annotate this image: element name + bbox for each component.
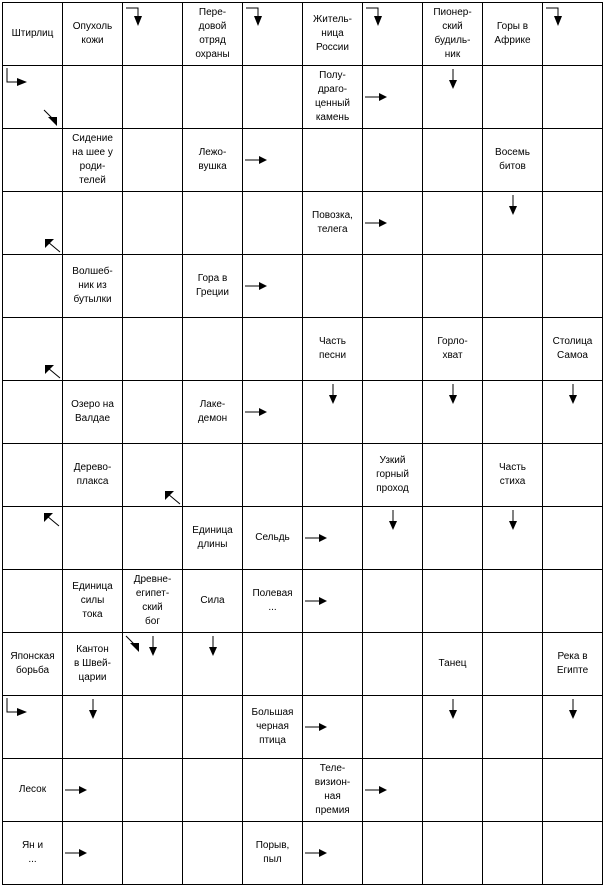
clue-cell-peredovoy-otryad [183, 3, 243, 66]
answer-cell[interactable] [483, 318, 543, 381]
answer-cell[interactable] [543, 255, 603, 318]
clue-text: Кантон в Швей- царии [74, 644, 111, 683]
arrow-right-icon [365, 785, 387, 795]
clue-cell-chast-pesni [303, 318, 363, 381]
clue-text: Теле- визион- ная премия [314, 763, 351, 816]
clue-text: Горло- хват [437, 336, 468, 361]
answer-cell[interactable] [423, 570, 483, 633]
arrow-right-icon [245, 281, 267, 291]
arrow-down-icon [148, 636, 158, 656]
arrow-right-icon [305, 848, 327, 858]
clue-text: Озеро на Валдае [71, 399, 114, 424]
clue-cell-polevaya [243, 570, 303, 633]
answer-cell[interactable] [423, 759, 483, 822]
clue-text: Гора в Греции [196, 273, 229, 298]
answer-cell[interactable] [543, 3, 603, 66]
answer-cell[interactable] [423, 66, 483, 129]
answer-cell[interactable] [183, 633, 243, 696]
answer-cell[interactable] [423, 255, 483, 318]
clue-cell-yan-i [3, 822, 63, 885]
answer-cell[interactable] [243, 192, 303, 255]
answer-cell[interactable] [363, 381, 423, 444]
answer-cell[interactable] [243, 759, 303, 822]
answer-cell[interactable] [543, 66, 603, 129]
answer-cell[interactable] [123, 633, 183, 696]
clue-text: Лаке- демон [197, 399, 228, 424]
clue-text: Японская борьба [10, 651, 55, 676]
clue-cell-volshebnik [63, 255, 123, 318]
answer-cell[interactable] [483, 570, 543, 633]
diagonal-arrow-down-icon [125, 635, 143, 653]
clue-text: Часть стиха [498, 462, 527, 487]
answer-cell[interactable] [243, 633, 303, 696]
answer-cell[interactable] [303, 633, 363, 696]
clue-text: Лежо- вушка [198, 147, 227, 172]
diagonal-arrow-up-icon [42, 509, 60, 527]
answer-cell[interactable] [483, 696, 543, 759]
answer-cell[interactable] [303, 822, 363, 885]
answer-cell[interactable] [363, 255, 423, 318]
clue-text: Часть песни [318, 336, 347, 361]
arrow-down-icon [448, 69, 458, 89]
crossword-grid [2, 2, 603, 885]
answer-cell[interactable] [3, 192, 63, 255]
answer-cell[interactable] [543, 192, 603, 255]
arrow-down-icon [208, 636, 218, 656]
arrow-down-icon [508, 510, 518, 530]
clue-cell-poludragotsenny [303, 66, 363, 129]
clue-text: Река в Египте [556, 651, 589, 676]
arrow-right-icon [365, 218, 387, 228]
answer-cell[interactable] [483, 66, 543, 129]
answer-cell[interactable] [363, 570, 423, 633]
answer-cell[interactable] [243, 381, 303, 444]
answer-cell[interactable] [3, 129, 63, 192]
answer-cell[interactable] [543, 507, 603, 570]
answer-cell[interactable] [423, 444, 483, 507]
clue-text: Лесок [18, 784, 47, 795]
arrow-down-icon [328, 384, 338, 404]
clue-text: Сила [200, 595, 225, 606]
clue-text: Житель- ница России [313, 14, 352, 53]
clue-text: Дерево- плакса [73, 462, 112, 487]
clue-text: Порыв, пыл [255, 840, 290, 865]
clue-text: Повозка, телега [312, 210, 353, 235]
answer-cell[interactable] [363, 318, 423, 381]
arrow-right-icon [245, 407, 267, 417]
arrow-right-icon [305, 533, 327, 543]
clue-cell-kanton [63, 633, 123, 696]
answer-cell[interactable] [303, 444, 363, 507]
clue-text: Большая черная птица [251, 707, 294, 746]
answer-cell[interactable] [483, 759, 543, 822]
answer-cell[interactable] [3, 444, 63, 507]
arrow-down-icon [568, 699, 578, 719]
arrow-down-icon [568, 384, 578, 404]
answer-cell[interactable] [123, 822, 183, 885]
clue-text: Узкий горный проход [376, 455, 409, 494]
answer-cell[interactable] [483, 822, 543, 885]
answer-cell[interactable] [123, 759, 183, 822]
clue-text: Сидение на шее у роди- телей [72, 133, 113, 186]
corner-arrow-right-down-icon [365, 5, 383, 27]
clue-cell-gory-afrika [483, 3, 543, 66]
clue-cell-tanets [423, 633, 483, 696]
answer-cell[interactable] [303, 381, 363, 444]
answer-cell[interactable] [543, 129, 603, 192]
arrow-down-icon [88, 699, 98, 719]
clue-cell-reka-egipte [543, 633, 603, 696]
arrow-right-icon [245, 155, 267, 165]
answer-cell[interactable] [483, 507, 543, 570]
answer-cell[interactable] [123, 696, 183, 759]
clue-text: Полу- драго- ценный камень [315, 70, 350, 123]
answer-cell[interactable] [243, 444, 303, 507]
diagonal-arrow-up-icon [43, 361, 61, 379]
clue-cell-stolitsa-samoa [543, 318, 603, 381]
answer-cell[interactable] [483, 381, 543, 444]
answer-cell[interactable] [483, 255, 543, 318]
arrow-right-icon [365, 92, 387, 102]
clue-cell-edinitsa-dliny [183, 507, 243, 570]
answer-cell[interactable] [423, 129, 483, 192]
clue-cell-seld [243, 507, 303, 570]
answer-cell[interactable] [63, 759, 123, 822]
answer-cell[interactable] [3, 66, 63, 129]
answer-cell[interactable] [363, 66, 423, 129]
answer-cell[interactable] [303, 570, 363, 633]
answer-cell[interactable] [423, 507, 483, 570]
answer-cell[interactable] [123, 255, 183, 318]
answer-cell[interactable] [63, 318, 123, 381]
answer-cell[interactable] [183, 444, 243, 507]
arrow-down-icon [448, 699, 458, 719]
clue-cell-sila [183, 570, 243, 633]
answer-cell[interactable] [303, 129, 363, 192]
clue-cell-ozero-valday [63, 381, 123, 444]
answer-cell[interactable] [363, 129, 423, 192]
answer-cell[interactable] [423, 381, 483, 444]
answer-cell[interactable] [243, 66, 303, 129]
answer-cell[interactable] [63, 192, 123, 255]
answer-cell[interactable] [123, 3, 183, 66]
answer-cell[interactable] [123, 507, 183, 570]
answer-cell[interactable] [243, 3, 303, 66]
answer-cell[interactable] [3, 255, 63, 318]
clue-cell-pionerskiy [423, 3, 483, 66]
arrow-down-icon [508, 195, 518, 215]
clue-text: Опухоль кожи [72, 21, 113, 46]
answer-cell[interactable] [423, 192, 483, 255]
answer-cell[interactable] [123, 381, 183, 444]
answer-cell[interactable] [123, 192, 183, 255]
answer-cell[interactable] [123, 318, 183, 381]
answer-cell[interactable] [363, 822, 423, 885]
arrow-right-icon [65, 848, 87, 858]
answer-cell[interactable] [543, 570, 603, 633]
answer-cell[interactable] [543, 759, 603, 822]
clue-cell-chast-stikha [483, 444, 543, 507]
corner-arrow-right-down-icon [545, 5, 563, 27]
answer-cell[interactable] [303, 696, 363, 759]
answer-cell[interactable] [423, 696, 483, 759]
clue-cell-bolshaya-ptitsa [243, 696, 303, 759]
corner-arrow-right-down-icon [245, 5, 263, 27]
answer-cell[interactable] [363, 696, 423, 759]
answer-cell[interactable] [183, 696, 243, 759]
answer-cell[interactable] [183, 318, 243, 381]
clue-cell-vosem-bitov [483, 129, 543, 192]
clue-text: Сельдь [255, 532, 290, 543]
clue-cell-poryv [243, 822, 303, 885]
clue-cell-derevoplaksa [63, 444, 123, 507]
clue-cell-yaponskaya-borba [3, 633, 63, 696]
answer-cell[interactable] [303, 255, 363, 318]
answer-cell[interactable] [3, 570, 63, 633]
answer-cell[interactable] [423, 822, 483, 885]
clue-text: Полевая ... [252, 588, 293, 613]
clue-text: Столица Самоа [552, 336, 593, 361]
answer-cell[interactable] [363, 3, 423, 66]
clue-cell-uzkiy-prokhod [363, 444, 423, 507]
clue-cell-lakedemon [183, 381, 243, 444]
answer-cell[interactable] [543, 444, 603, 507]
clue-cell-opukhol [63, 3, 123, 66]
clue-cell-lesok [3, 759, 63, 822]
arrow-right-icon [305, 596, 327, 606]
clue-cell-edinitsa-sily-toka [63, 570, 123, 633]
clue-text: Восемь битов [495, 147, 530, 172]
clue-text: Единица силы тока [72, 581, 113, 620]
arrow-right-icon [65, 785, 87, 795]
answer-cell[interactable] [183, 66, 243, 129]
answer-cell[interactable] [123, 129, 183, 192]
answer-cell[interactable] [183, 192, 243, 255]
answer-cell[interactable] [243, 318, 303, 381]
answer-cell[interactable] [483, 192, 543, 255]
corner-arrow-right-down-icon [125, 5, 143, 27]
clue-text: Ян и ... [21, 840, 44, 865]
answer-cell[interactable] [3, 381, 63, 444]
answer-cell[interactable] [3, 507, 63, 570]
diagonal-arrow-up-icon [163, 487, 181, 505]
clue-cell-shtirlits [3, 3, 63, 66]
clue-text: Единица длины [192, 525, 233, 550]
clue-text: Штирлиц [11, 28, 54, 39]
answer-cell[interactable] [543, 381, 603, 444]
clue-text: Пере- довой отряд охраны [195, 7, 230, 60]
answer-cell[interactable] [183, 759, 243, 822]
answer-cell[interactable] [63, 696, 123, 759]
answer-cell[interactable] [363, 759, 423, 822]
corner-arrow-down-right-icon [5, 698, 27, 718]
corner-arrow-down-right-icon [5, 68, 27, 88]
answer-cell[interactable] [543, 696, 603, 759]
clue-cell-televizionnaya-premiya [303, 759, 363, 822]
answer-cell[interactable] [63, 507, 123, 570]
answer-cell[interactable] [243, 129, 303, 192]
clue-text: Горы в Африке [494, 21, 531, 46]
answer-cell[interactable] [183, 822, 243, 885]
clue-cell-povozka [303, 192, 363, 255]
clue-cell-lezhebok [183, 129, 243, 192]
answer-cell[interactable] [123, 444, 183, 507]
arrow-down-icon [448, 384, 458, 404]
clue-cell-gorlokhvat [423, 318, 483, 381]
clue-cell-zhitelnitsa [303, 3, 363, 66]
diagonal-arrow-down-icon [43, 109, 61, 127]
clue-text: Пионер- ский будиль- ник [433, 7, 472, 60]
answer-cell[interactable] [3, 318, 63, 381]
clue-cell-sidenie [63, 129, 123, 192]
answer-cell[interactable] [363, 192, 423, 255]
clue-cell-drevneegipetskiy [123, 570, 183, 633]
arrow-down-icon [388, 510, 398, 530]
diagonal-arrow-up-icon [43, 235, 61, 253]
clue-text: Древне- египет- ский бог [133, 574, 172, 627]
clue-text: Волшеб- ник из бутылки [72, 266, 113, 305]
answer-cell[interactable] [363, 507, 423, 570]
answer-cell[interactable] [303, 507, 363, 570]
clue-cell-gora-gretsii [183, 255, 243, 318]
answer-cell[interactable] [243, 255, 303, 318]
clue-text: Танец [438, 658, 467, 669]
arrow-right-icon [305, 722, 327, 732]
answer-cell[interactable] [63, 822, 123, 885]
answer-cell[interactable] [123, 66, 183, 129]
answer-cell[interactable] [63, 66, 123, 129]
answer-cell[interactable] [483, 633, 543, 696]
answer-cell[interactable] [363, 633, 423, 696]
answer-cell[interactable] [3, 696, 63, 759]
answer-cell[interactable] [543, 822, 603, 885]
